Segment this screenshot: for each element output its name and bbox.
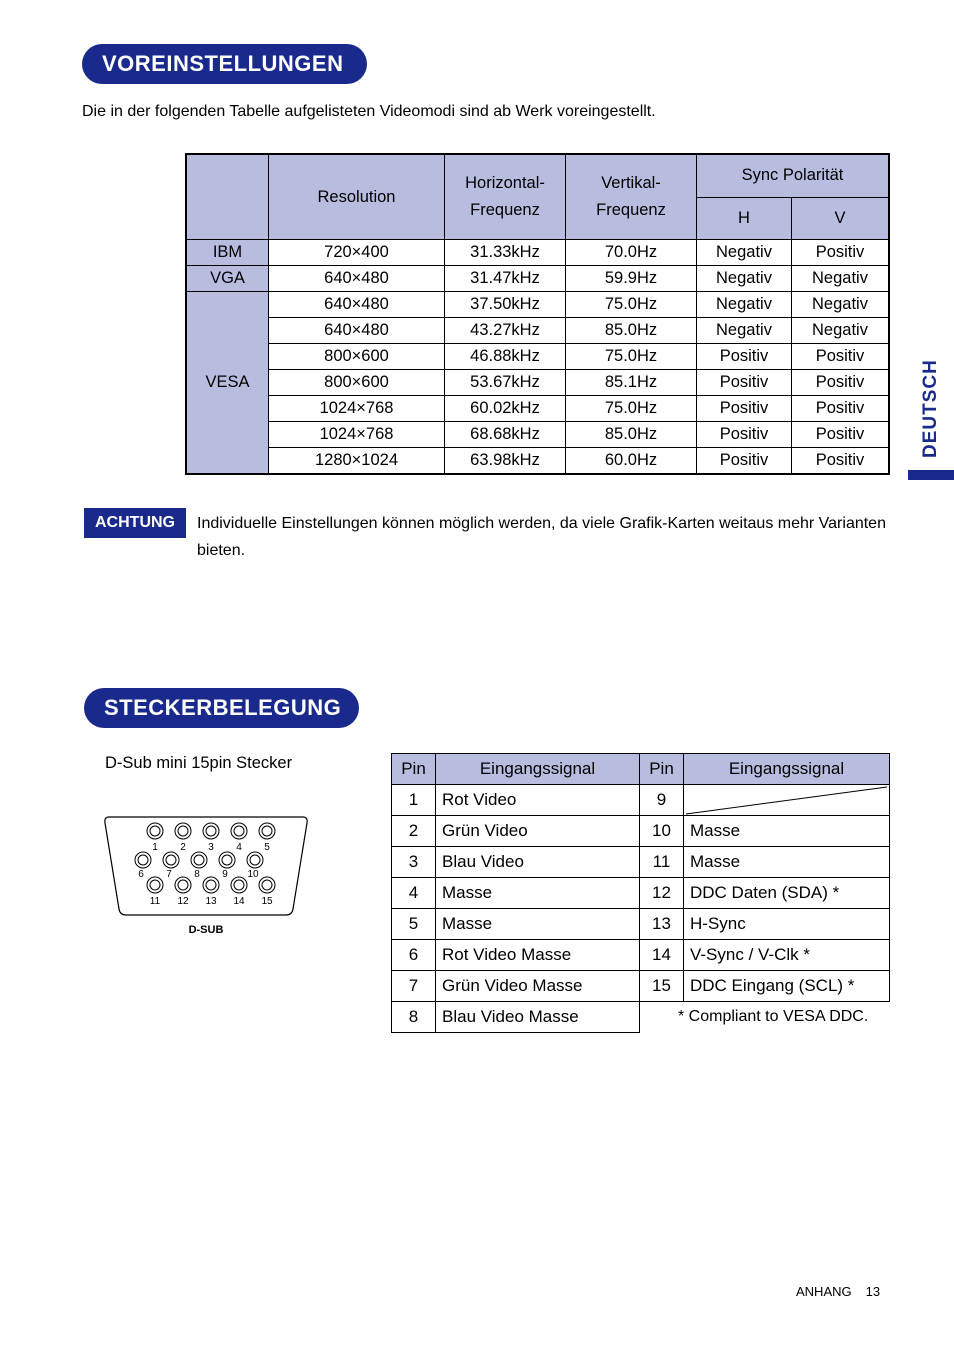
pin-header: Pin bbox=[392, 754, 436, 785]
connector-pin-number: 14 bbox=[233, 896, 245, 907]
dsub-connector-diagram bbox=[103, 813, 309, 938]
connector-pin-number: 13 bbox=[205, 896, 217, 907]
language-tab bbox=[908, 350, 954, 480]
group-ibm: IBM bbox=[186, 240, 269, 266]
table-row: 640×480 43.27kHz 85.0Hz Negativ Negativ bbox=[186, 318, 889, 344]
section-title-steckerbelegung: STECKERBELEGUNG bbox=[84, 688, 359, 728]
connector-pin-number: 7 bbox=[166, 869, 172, 880]
connector-pin-number: 3 bbox=[208, 842, 214, 853]
achtung-text: Individuelle Einstellungen können möglich werden, da viele Grafik-Karten weitaus mehr Varianten bieten. bbox=[197, 515, 886, 559]
video-modes-table bbox=[185, 153, 890, 475]
connector-pin bbox=[259, 877, 275, 893]
connector-pin bbox=[175, 877, 191, 893]
language-tab-label: DEUTSCH bbox=[920, 359, 941, 458]
connector-pin bbox=[147, 877, 163, 893]
table-row: 7 Grün Video Masse 15 DDC Eingang (SCL) * bbox=[392, 971, 890, 1002]
connector-pin-number: 15 bbox=[261, 896, 273, 907]
connector-pin-number: 9 bbox=[222, 869, 228, 880]
connector-pin bbox=[203, 877, 219, 893]
table-row: IBM 720×400 31.33kHz 70.0Hz Negativ Positiv bbox=[186, 240, 889, 266]
group-vga: VGA bbox=[186, 266, 269, 292]
table-row: 6 Rot Video Masse 14 V-Sync / V-Clk * bbox=[392, 940, 890, 971]
connector-label: D-SUB bbox=[188, 924, 224, 936]
table-row: 800×600 46.88kHz 75.0Hz Positiv Positiv bbox=[186, 344, 889, 370]
table-row: VGA 640×480 31.47kHz 59.9Hz Negativ Negativ bbox=[186, 266, 889, 292]
connector-pin-number: 2 bbox=[180, 842, 186, 853]
table-row: 1280×1024 63.98kHz 60.0Hz Positiv Positiv bbox=[186, 448, 889, 475]
table-header-row bbox=[186, 154, 889, 197]
table-row: 5 Masse 13 H-Sync bbox=[392, 909, 890, 940]
connector-pin-number: 11 bbox=[149, 896, 161, 907]
language-tab-bar bbox=[908, 470, 954, 480]
connector-pin bbox=[231, 823, 247, 839]
signal-header: Eingangssignal bbox=[684, 754, 890, 785]
connector-pin-number: 6 bbox=[138, 869, 144, 880]
connector-pin-number: 10 bbox=[247, 869, 259, 880]
page-footer bbox=[796, 1284, 880, 1299]
hfreq-header: Horizontal- Frequenz bbox=[445, 154, 566, 240]
connector-pin bbox=[231, 877, 247, 893]
resolution-header: Resolution bbox=[269, 154, 445, 240]
connector-pin bbox=[191, 852, 207, 868]
unused-pin-cell bbox=[684, 785, 890, 816]
pin-assignment-table bbox=[391, 753, 890, 1033]
pin-header: Pin bbox=[640, 754, 684, 785]
connector-pin bbox=[259, 823, 275, 839]
connector-pin-number: 8 bbox=[194, 869, 200, 880]
group-vesa: VESA bbox=[186, 292, 269, 475]
table-row: 3 Blau Video 11 Masse bbox=[392, 847, 890, 878]
sync-h-header: H bbox=[697, 197, 792, 240]
footnote: * Compliant to VESA DDC. bbox=[678, 1008, 869, 1025]
connector-pin-number: 4 bbox=[236, 842, 242, 853]
pin-header-row bbox=[392, 754, 890, 785]
connector-pin-number: 5 bbox=[264, 842, 270, 853]
connector-pin bbox=[203, 823, 219, 839]
signal-header: Eingangssignal bbox=[436, 754, 640, 785]
connector-pin bbox=[247, 852, 263, 868]
section-title-voreinstellungen: VOREINSTELLUNGEN bbox=[82, 44, 367, 84]
connector-pin bbox=[175, 823, 191, 839]
footer-section: ANHANG bbox=[796, 1284, 852, 1299]
sync-header: Sync Polarität bbox=[697, 154, 890, 197]
table-row: 2 Grün Video 10 Masse bbox=[392, 816, 890, 847]
table-row: 800×600 53.67kHz 85.1Hz Positiv Positiv bbox=[186, 370, 889, 396]
achtung-badge: ACHTUNG bbox=[84, 508, 186, 538]
connector-pin bbox=[135, 852, 151, 868]
connector-pin-number: 1 bbox=[152, 842, 158, 853]
connector-pin bbox=[147, 823, 163, 839]
table-row: 1024×768 68.68kHz 85.0Hz Positiv Positiv bbox=[186, 422, 889, 448]
table-row: 8 Blau Video Masse bbox=[392, 1002, 890, 1033]
connector-pin-number: 12 bbox=[177, 896, 189, 907]
table-row: 1024×768 60.02kHz 75.0Hz Positiv Positiv bbox=[186, 396, 889, 422]
sync-v-header: V bbox=[792, 197, 890, 240]
connector-caption: D-Sub mini 15pin Stecker bbox=[105, 754, 293, 772]
group-header bbox=[186, 154, 269, 240]
table-row: 1 Rot Video 9 bbox=[392, 785, 890, 816]
table-row: VESA 640×480 37.50kHz 75.0Hz Negativ Negativ bbox=[186, 292, 889, 318]
connector-pin bbox=[219, 852, 235, 868]
intro-text: Die in der folgenden Tabelle aufgelisteten Videomodi sind ab Werk voreingestellt. bbox=[82, 103, 656, 120]
table-row: 4 Masse 12 DDC Daten (SDA) * bbox=[392, 878, 890, 909]
vfreq-header: Vertikal- Frequenz bbox=[566, 154, 697, 240]
page-number: 13 bbox=[865, 1284, 881, 1299]
connector-pin bbox=[163, 852, 179, 868]
